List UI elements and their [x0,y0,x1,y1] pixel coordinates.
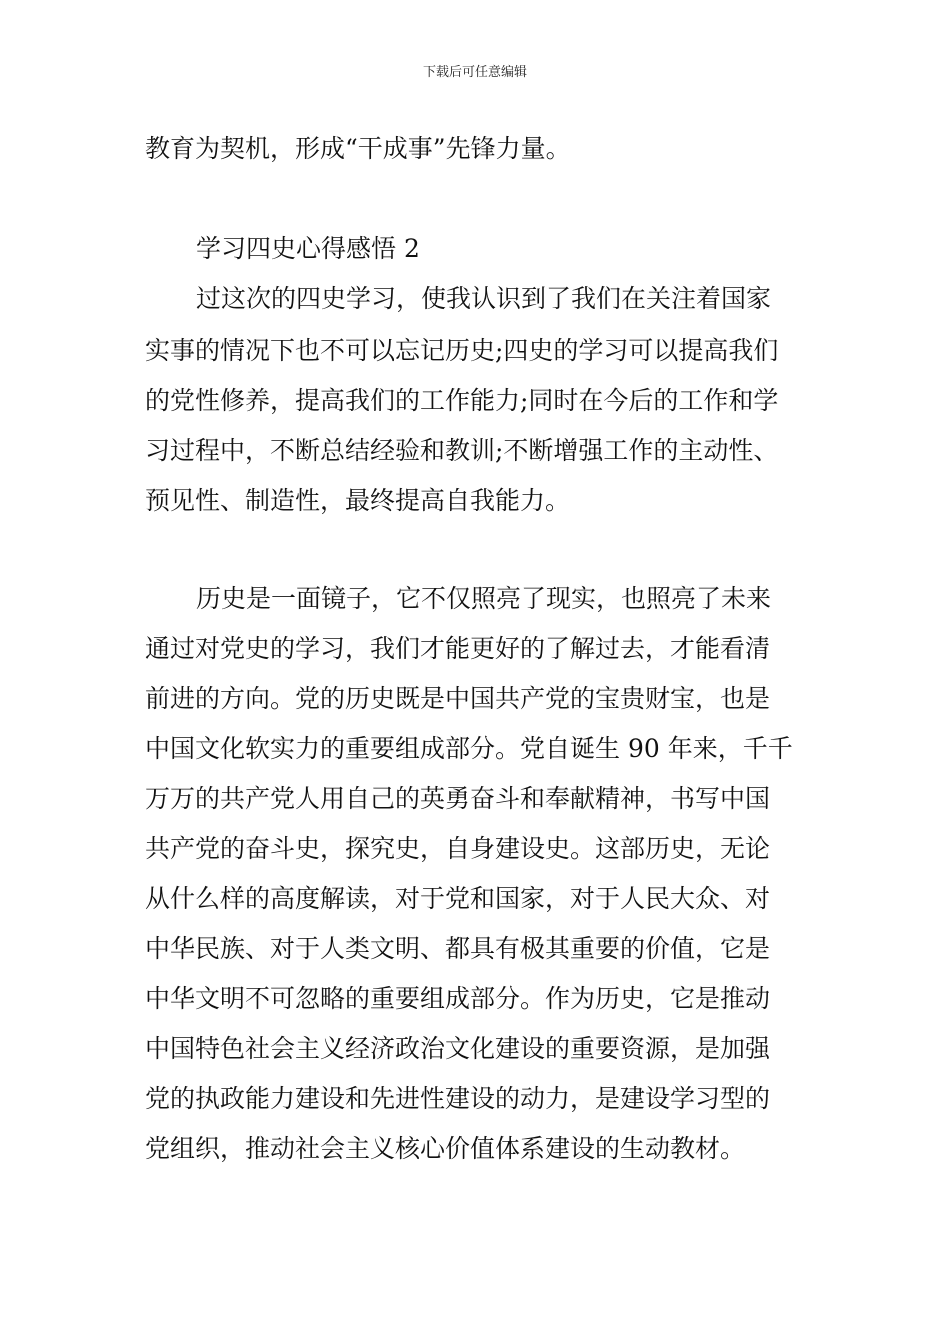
paragraph-line: 党的执政能力建设和先进性建设的动力，是建设学习型的 [145,1084,771,1113]
paragraph-line: 通过对党史的学习，我们才能更好的了解过去，才能看清 [145,634,771,663]
paragraph-line: 过这次的四史学习，使我认识到了我们在关注着国家 [196,284,772,313]
paragraph-line: 历史是一面镜子，它不仅照亮了现实，也照亮了未来 [196,584,772,613]
paragraph-line: 中华文明不可忽略的重要组成部分。作为历史，它是推动 [145,984,771,1013]
page-header: 下载后可任意编辑 [422,65,527,80]
paragraph-line: 从什么样的高度解读，对于党和国家，对于人民大众、对 [145,884,771,913]
paragraph-line: 中国文化软实力的重要组成部分。党自诞生 90 年来，千千 [145,734,793,763]
paragraph-line: 预见性、制造性，最终提高自我能力。 [145,486,571,515]
paragraph-line: 党组织，推动社会主义核心价值体系建设的生动教材。 [145,1134,746,1163]
section-title: 学习四史心得感悟 2 [196,234,420,263]
paragraph-line: 习过程中，不断总结经验和教训;不断增强工作的主动性、 [145,436,779,465]
paragraph-line: 中华民族、对于人类文明、都具有极其重要的价值，它是 [145,934,771,963]
paragraph-line: 万万的共产党人用自己的英勇奋斗和奉献精神，书写中国 [145,784,771,813]
paragraph-line: 共产党的奋斗史，探究史，自身建设史。这部历史，无论 [145,834,771,863]
paragraph-line: 实事的情况下也不可以忘记历史;四史的学习可以提高我们 [145,336,779,365]
paragraph-line: 中国特色社会主义经济政治文化建设的重要资源，是加强 [145,1034,771,1063]
paragraph-tail-line: 教育为契机，形成“干成事”先锋力量。 [145,134,571,163]
paragraph-line: 的党性修养，提高我们的工作能力;同时在今后的工作和学 [145,386,779,415]
paragraph-line: 前进的方向。党的历史既是中国共产党的宝贵财宝，也是 [145,684,771,713]
